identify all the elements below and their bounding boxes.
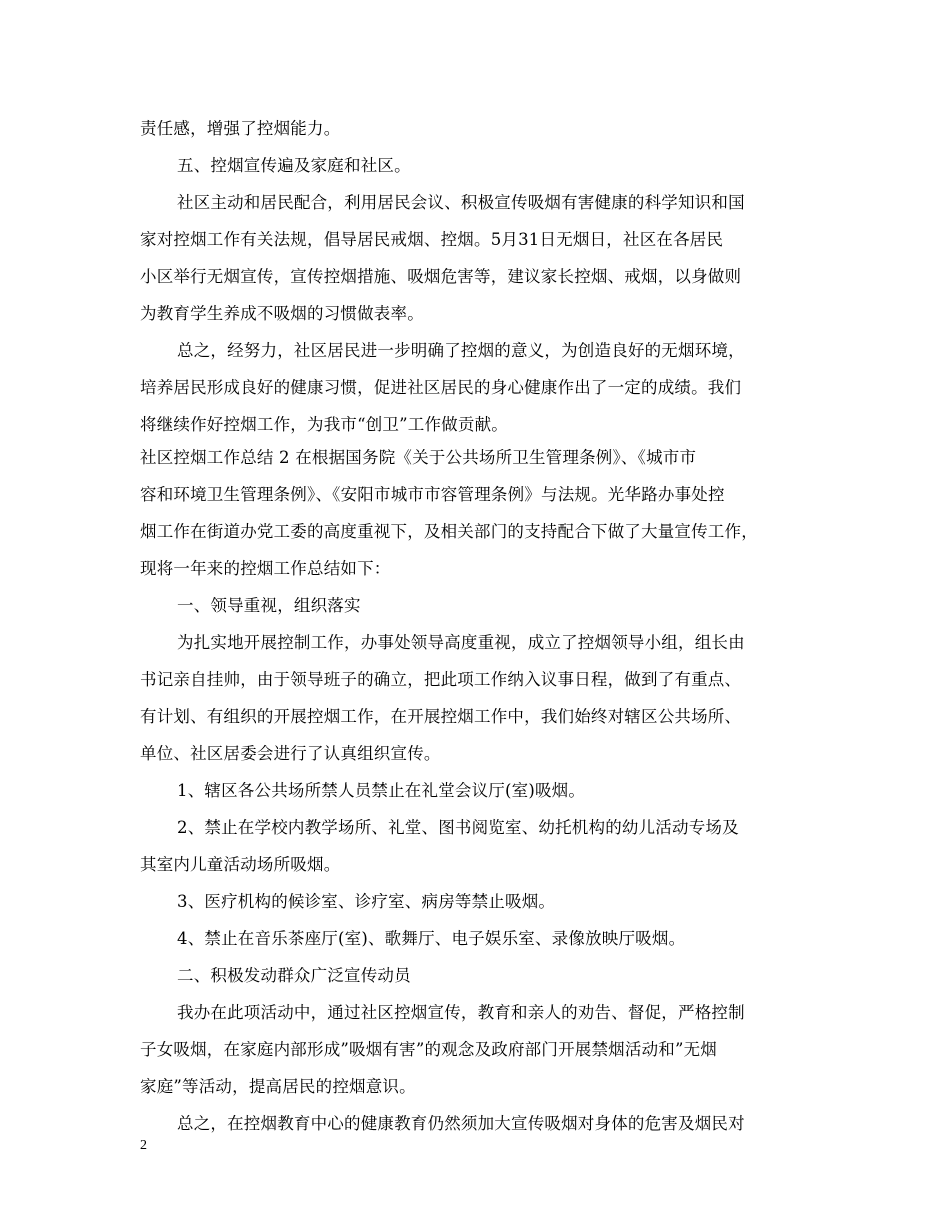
text-line: 为教育学生养成不吸烟的习惯做表率。	[140, 304, 424, 323]
text-line: 家对控烟工作有关法规，倡导居民戒烟、控烟。5月31日无烟日，社区在各居民	[140, 230, 724, 249]
list-item: 3、医疗机构的候诊室、诊疗室、病房等禁止吸烟。	[177, 892, 556, 911]
section-heading: 二、积极发动群众广泛宣传动员	[177, 966, 411, 985]
page-number: 2	[140, 1138, 147, 1153]
text-line: 容和环境卫生管理条例》、《安阳市城市市容管理条例》与法规。光华路办事处控	[140, 485, 725, 504]
text-line: 社区控烟工作总结 2 在根据国务院《关于公共场所卫生管理条例》、《城市市	[140, 448, 697, 467]
section-heading: 五、控烟宣传遍及家庭和社区。	[177, 156, 411, 175]
text-line: 责任感，增强了控烟能力。	[140, 119, 341, 138]
text-line: 将继续作好控烟工作，为我市“创卫”工作做贡献。	[140, 415, 508, 434]
text-line: 我办在此项活动中，通过社区控烟宣传，教育和亲人的劝告、督促，严格控制	[177, 1003, 745, 1022]
text-line: 单位、社区居委会进行了认真组织宣传。	[140, 744, 441, 763]
list-item: 2、禁止在学校内教学场所、礼堂、图书阅览室、幼托机构的幼儿活动专场及	[177, 818, 739, 837]
text-line: 为扎实地开展控制工作，办事处领导高度重视，成立了控烟领导小组，组长由	[177, 633, 745, 652]
text-line: 培养居民形成良好的健康习惯，促进社区居民的身心健康作出了一定的成绩。我们	[140, 378, 742, 397]
text-line: 总之，在控烟教育中心的健康教育仍然须加大宣传吸烟对身体的危害及烟民对	[177, 1114, 745, 1133]
section-heading: 一、领导重视，组织落实	[177, 596, 361, 615]
text-line: 书记亲自挂帅，由于领导班子的确立，把此项工作纳入议事日程，做到了有重点、	[140, 670, 742, 689]
text-line: 家庭”等活动，提高居民的控烟意识。	[140, 1077, 416, 1096]
text-line: 现将一年来的控烟工作总结如下：	[140, 559, 391, 578]
text-line: 社区主动和居民配合，利用居民会议、积极宣传吸烟有害健康的科学知识和国	[177, 193, 745, 212]
text-line: 总之，经努力，社区居民进一步明确了控烟的意义，为创造良好的无烟环境，	[177, 341, 745, 360]
list-item: 1、辖区各公共场所禁人员禁止在礼堂会议厅(室)吸烟。	[177, 781, 586, 800]
text-line: 烟工作在街道办党工委的高度重视下，及相关部门的支持配合下做了大量宣传工作，	[140, 522, 758, 541]
text-line: 其室内儿童活动场所吸烟。	[140, 855, 341, 874]
text-line: 子女吸烟，在家庭内部形成”吸烟有害”的观念及政府部门开展禁烟活动和”无烟	[140, 1040, 718, 1059]
text-line: 小区举行无烟宣传，宣传控烟措施、吸烟危害等，建议家长控烟、戒烟，以身做则	[140, 267, 742, 286]
list-item: 4、禁止在音乐茶座厅(室)、歌舞厅、电子娱乐室、录像放映厅吸烟。	[177, 929, 686, 948]
text-line: 有计划、有组织的开展控烟工作，在开展控烟工作中，我们始终对辖区公共场所、	[140, 707, 742, 726]
